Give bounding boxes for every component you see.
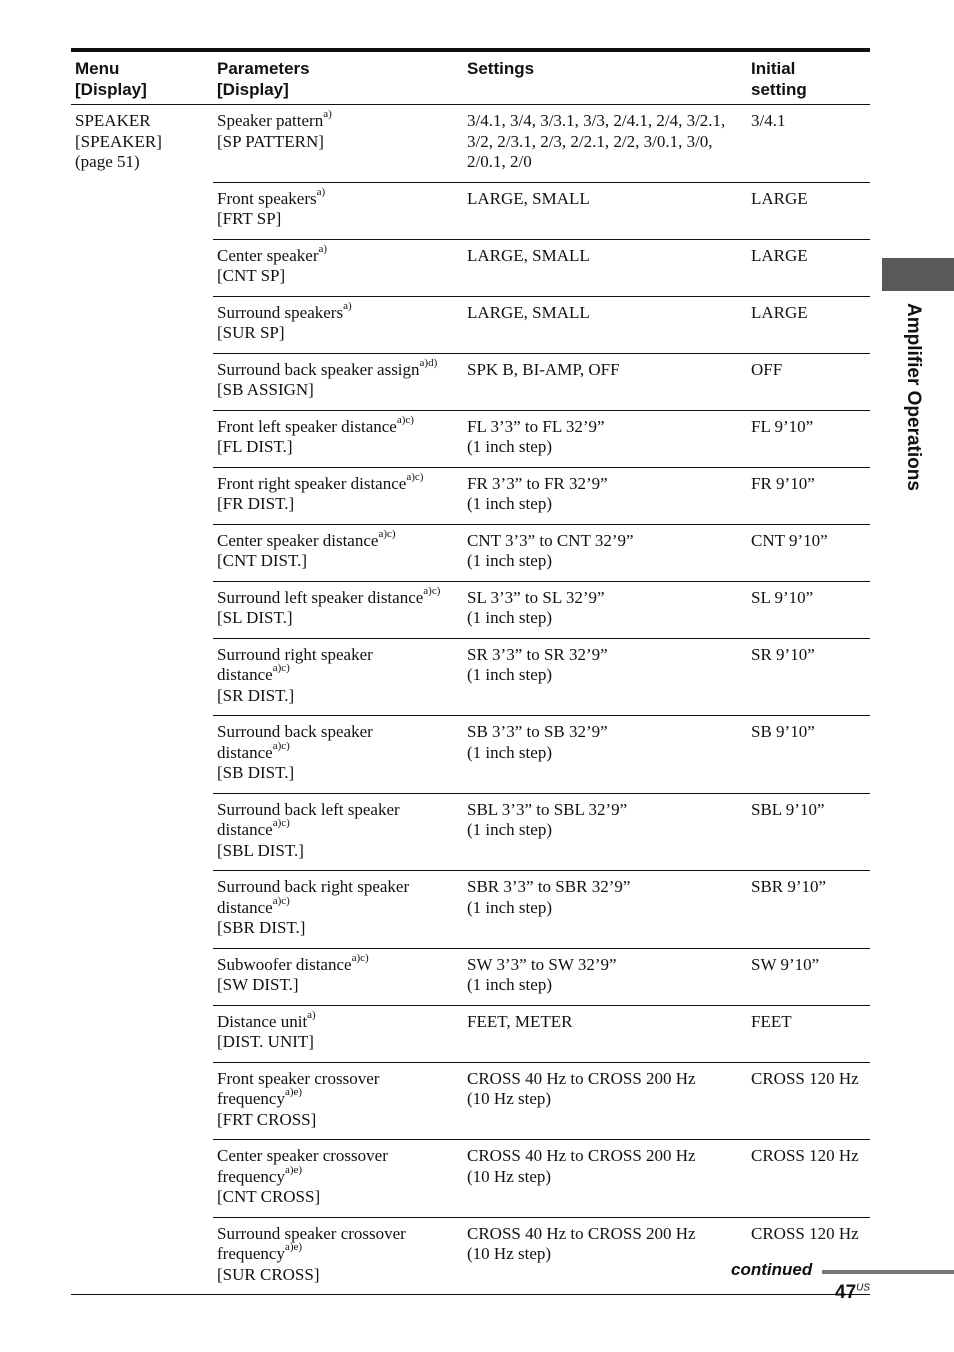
parameter-display: [SBR DIST.] <box>217 918 306 937</box>
initial-setting-cell: SW 9’10” <box>747 948 870 1005</box>
parameter-name: Center speaker crossover <box>217 1146 388 1165</box>
parameter-name: Distance unit <box>217 1011 308 1031</box>
initial-setting-cell: CROSS 120 Hz <box>747 1062 870 1140</box>
parameter-display: [DIST. UNIT] <box>217 1032 314 1051</box>
footnote-marker: a)c) <box>423 584 441 597</box>
settings-line: FR 3’3” to FR 32’9” <box>467 473 608 493</box>
settings-cell <box>463 1062 747 1140</box>
footnote-marker: a)c) <box>351 951 369 964</box>
parameter-name: frequency <box>217 1089 285 1108</box>
settings-line: CROSS 40 Hz to CROSS 200 Hz <box>467 1146 696 1165</box>
parameter-cell <box>213 1005 463 1062</box>
parameter-name: Front speaker crossover <box>217 1068 380 1088</box>
footnote-marker: a)e) <box>284 1163 303 1176</box>
parameter-name: Surround back right speaker <box>217 877 410 896</box>
footnote-marker: a)c) <box>272 817 290 830</box>
footnote-marker: a) <box>307 1008 316 1021</box>
initial-setting-cell: FR 9’10” <box>747 467 870 524</box>
settings-cell <box>463 581 747 638</box>
parameter-cell <box>213 182 463 239</box>
settings-line: LARGE, SMALL <box>467 302 590 322</box>
parameter-display: [SB ASSIGN] <box>217 380 314 399</box>
table-header-row <box>71 52 870 105</box>
settings-cell <box>463 793 747 871</box>
continued-rule <box>822 1270 954 1274</box>
settings-line: (10 Hz step) <box>467 1089 552 1108</box>
initial-setting-cell: LARGE <box>747 182 870 239</box>
settings-line: (1 inch step) <box>467 437 552 456</box>
parameter-name: Surround back left speaker <box>217 799 400 819</box>
settings-line: (1 inch step) <box>467 608 552 627</box>
parameter-cell <box>213 410 463 467</box>
parameter-name: Speaker pattern <box>217 111 324 130</box>
parameter-cell <box>213 467 463 524</box>
settings-line: CROSS 40 Hz to CROSS 200 Hz <box>467 1068 696 1088</box>
parameter-name: Front speakers <box>217 188 317 208</box>
parameter-display: [SUR CROSS] <box>217 1264 320 1284</box>
parameter-display: [CNT CROSS] <box>217 1187 321 1206</box>
settings-cell <box>463 182 747 239</box>
parameter-cell <box>213 716 463 794</box>
settings-line: SBL 3’3” to SBL 32’9” <box>467 799 628 819</box>
parameter-name: distance <box>217 897 273 917</box>
header-menu: Menu [Display] <box>71 52 213 105</box>
table-row <box>71 105 870 183</box>
initial-setting-cell: 3/4.1 <box>747 105 870 183</box>
parameter-display: [CNT SP] <box>217 266 286 285</box>
settings-cell <box>463 524 747 581</box>
footnote-marker: a)c) <box>378 527 396 540</box>
settings-cell <box>463 716 747 794</box>
parameter-cell <box>213 581 463 638</box>
parameter-display: [SB DIST.] <box>217 763 295 782</box>
parameter-name: Center speaker distance <box>217 530 379 550</box>
footnote-marker: a) <box>318 242 328 255</box>
parameter-name: Subwoofer distance <box>217 954 352 974</box>
settings-cell <box>463 239 747 296</box>
footnote-marker: a)e) <box>284 1086 303 1099</box>
menu-line: SPEAKER <box>75 111 151 130</box>
settings-line: 3/2, 2/3.1, 2/3, 2/2.1, 2/2, 3/0.1, 3/0, <box>467 131 713 151</box>
parameter-display: [SR DIST.] <box>217 685 295 705</box>
footnote-marker: a)c) <box>406 470 424 483</box>
settings-line: LARGE, SMALL <box>467 245 590 265</box>
settings-line: (1 inch step) <box>467 551 552 570</box>
parameter-name: Surround back speaker <box>217 722 373 741</box>
parameter-display: [SBL DIST.] <box>217 840 304 860</box>
parameter-cell <box>213 638 463 716</box>
settings-table-container <box>71 48 870 1295</box>
settings-line: (10 Hz step) <box>467 1166 552 1186</box>
parameter-cell <box>213 793 463 871</box>
settings-cell <box>463 948 747 1005</box>
parameter-name: distance <box>217 665 273 684</box>
parameter-cell <box>213 105 463 183</box>
settings-line: (1 inch step) <box>467 975 552 994</box>
settings-cell <box>463 296 747 353</box>
parameter-name: Front right speaker distance <box>217 473 407 493</box>
parameter-display: [SW DIST.] <box>217 975 299 994</box>
parameter-cell <box>213 524 463 581</box>
settings-cell <box>463 1140 747 1218</box>
initial-setting-cell: SB 9’10” <box>747 716 870 794</box>
settings-line: LARGE, SMALL <box>467 188 590 208</box>
settings-line: SPK B, BI-AMP, OFF <box>467 359 620 379</box>
parameter-name: Surround speaker crossover <box>217 1223 406 1243</box>
menu-cell <box>71 105 213 1295</box>
header-initial-setting: Initial setting <box>747 52 870 105</box>
header-settings: Settings <box>463 52 747 105</box>
footnote-marker: a) <box>316 185 326 198</box>
parameter-cell <box>213 1217 463 1295</box>
settings-line: SBR 3’3” to SBR 32’9” <box>467 877 631 896</box>
page-number: $47^{US}$ <box>835 1282 871 1303</box>
settings-line: (1 inch step) <box>467 665 552 684</box>
parameter-cell <box>213 353 463 410</box>
continued-label: continued <box>731 1260 813 1279</box>
settings-line: (10 Hz step) <box>467 1244 552 1263</box>
settings-line: CROSS 40 Hz to CROSS 200 Hz <box>467 1223 696 1243</box>
speaker-settings-table <box>71 52 870 1295</box>
settings-line: (1 inch step) <box>467 742 552 762</box>
settings-line: 2/0.1, 2/0 <box>467 152 532 171</box>
section-tab-label: Amplifier Operations <box>903 303 924 491</box>
parameter-cell <box>213 1062 463 1140</box>
parameter-name: frequency <box>217 1244 285 1263</box>
settings-line: FEET, METER <box>467 1011 573 1031</box>
parameter-name: Surround right speaker <box>217 644 373 664</box>
parameter-name: Surround left speaker distance <box>217 587 424 607</box>
parameter-name: Surround back speaker assign <box>217 359 420 379</box>
initial-setting-cell: CROSS 120 Hz <box>747 1140 870 1218</box>
parameter-display: [SL DIST.] <box>217 608 293 627</box>
parameter-cell <box>213 1140 463 1218</box>
parameter-cell <box>213 948 463 1005</box>
initial-setting-cell: FEET <box>747 1005 870 1062</box>
initial-setting-cell: FL 9’10” <box>747 410 870 467</box>
parameter-display: [FL DIST.] <box>217 437 293 456</box>
initial-setting-cell: SBL 9’10” <box>747 793 870 871</box>
footnote-marker: a)c) <box>272 739 290 752</box>
parameter-name: Surround speakers <box>217 302 344 322</box>
section-tab-marker <box>882 258 954 291</box>
settings-line: (1 inch step) <box>467 494 552 513</box>
settings-line: (1 inch step) <box>467 820 552 839</box>
parameter-display: [FRT CROSS] <box>217 1109 317 1129</box>
initial-setting-cell: LARGE <box>747 296 870 353</box>
footnote-marker: a)c) <box>272 662 290 675</box>
settings-line: 3/4.1, 3/4, 3/3.1, 3/3, 2/4.1, 2/4, 3/2.1, <box>467 111 726 130</box>
footnote-marker: a)c) <box>272 894 290 907</box>
footnote-marker: a)e) <box>284 1241 303 1254</box>
initial-setting-cell: SR 9’10” <box>747 638 870 716</box>
initial-setting-cell: CROSS 120 Hz <box>747 1217 870 1295</box>
page-region-suffix: US <box>856 1282 871 1294</box>
settings-line: CNT 3’3” to CNT 32’9” <box>467 530 634 550</box>
parameter-name: distance <box>217 820 273 839</box>
parameter-display: [SUR SP] <box>217 323 285 342</box>
settings-line: SL 3’3” to SL 32’9” <box>467 587 605 607</box>
parameter-display: [CNT DIST.] <box>217 551 308 570</box>
footnote-marker: a) <box>343 299 352 312</box>
footnote-marker: a)d) <box>419 356 438 369</box>
parameter-display: [FR DIST.] <box>217 494 295 513</box>
settings-cell <box>463 1005 747 1062</box>
settings-cell <box>463 467 747 524</box>
settings-line: SR 3’3” to SR 32’9” <box>467 644 608 664</box>
parameter-name: Center speaker <box>217 245 319 265</box>
parameter-name: Front left speaker distance <box>217 416 397 436</box>
initial-setting-cell: CNT 9’10” <box>747 524 870 581</box>
menu-line: [SPEAKER] <box>75 131 162 151</box>
footnote-marker: a)c) <box>396 413 414 426</box>
parameter-cell <box>213 239 463 296</box>
settings-cell <box>463 410 747 467</box>
settings-cell <box>463 871 747 949</box>
settings-cell <box>463 1217 747 1295</box>
settings-line: SB 3’3” to SB 32’9” <box>467 722 608 741</box>
settings-line: FL 3’3” to FL 32’9” <box>467 416 605 436</box>
parameter-name: frequency <box>217 1166 285 1186</box>
parameter-cell <box>213 871 463 949</box>
initial-setting-cell: SBR 9’10” <box>747 871 870 949</box>
parameter-display: [FRT SP] <box>217 209 282 228</box>
footnote-marker: a) <box>323 108 332 121</box>
menu-line: (page 51) <box>75 152 140 171</box>
settings-cell <box>463 638 747 716</box>
header-parameters: Parameters [Display] <box>213 52 463 105</box>
initial-setting-cell: OFF <box>747 353 870 410</box>
settings-line: SW 3’3” to SW 32’9” <box>467 954 617 974</box>
initial-setting-cell: LARGE <box>747 239 870 296</box>
parameter-cell <box>213 296 463 353</box>
parameter-name: distance <box>217 742 273 762</box>
initial-setting-cell: SL 9’10” <box>747 581 870 638</box>
settings-cell <box>463 105 747 183</box>
settings-line: (1 inch step) <box>467 897 552 917</box>
parameter-display: [SP PATTERN] <box>217 131 324 151</box>
settings-cell <box>463 353 747 410</box>
